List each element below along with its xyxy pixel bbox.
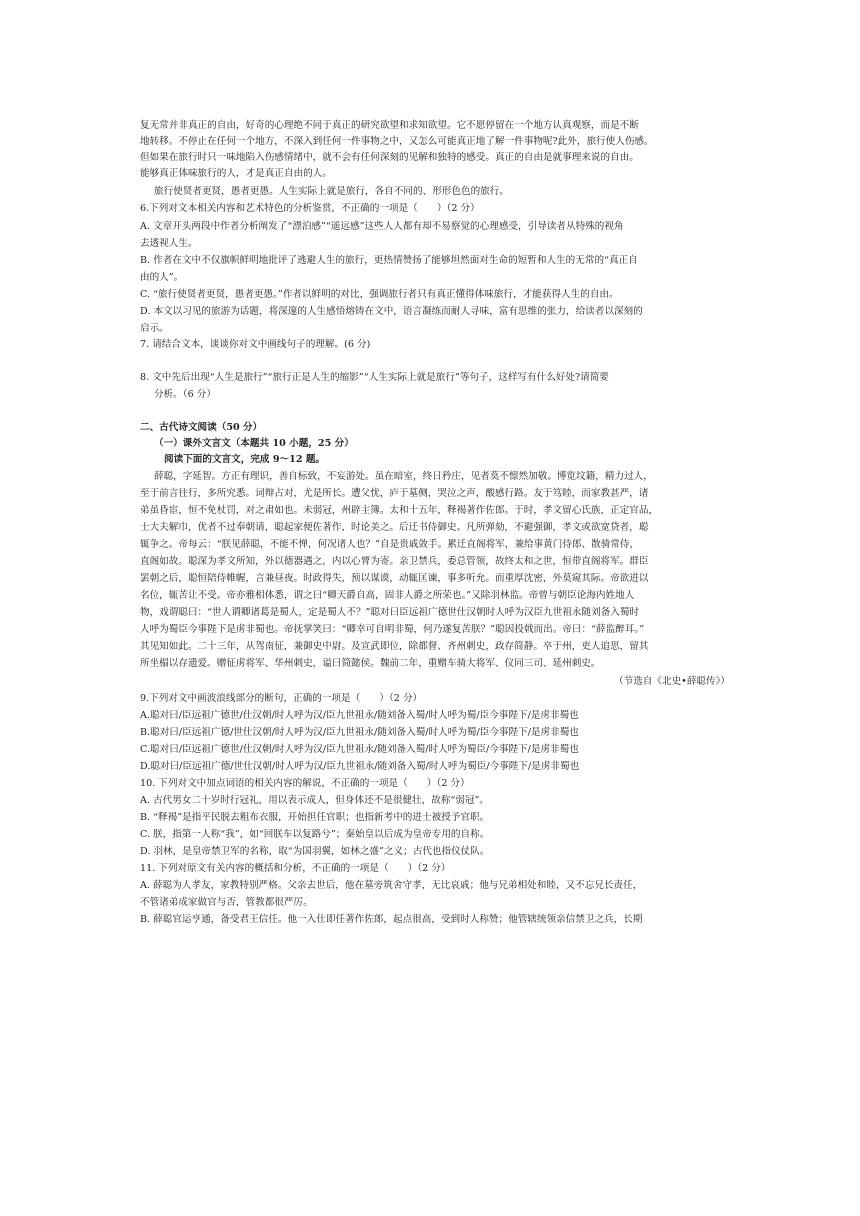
q8-stem-cont: 分析。（6 分） xyxy=(154,389,216,400)
q6-option-c: C. “旅行使贤者更贤，愚者更愚。”作者以鲜明的对比，强调旅行者只有真正懂得体味旅行，才能获得人生的自由。 xyxy=(140,289,619,300)
q6-option-a-cont: 去透视人生。 xyxy=(140,238,198,249)
passage1-line: 地转移。不停止在任何一个地方，不深入到任何一件事物之中，又怎么可能真正地了解一件事物呢?此外，旅行使人伤感。 xyxy=(140,136,654,147)
q6-option-d-cont: 启示。 xyxy=(140,323,169,334)
passage2-line: 薛聪，字延智。方正有理识，善自标致，不妄游处。虽在暗室，终日矜庄，见者莫不懔然加敬。博览坟籍，精力过人， xyxy=(154,471,653,482)
q9-option-b: B.聪对曰/臣远祖广德/世仕汉朝/时人呼为汉/臣九世祖永/随刘备入蜀/时人呼为蜀/臣今事陛下/是虏非蜀也 xyxy=(140,727,579,738)
section-instruction: 阅读下面的文言文，完成 9～12 题。 xyxy=(164,454,326,465)
passage1-line: 复无常并非真正的自由，好奇的心理绝不同于真正的研究欲望和求知欲望。它不愿停留在一个地方认真观察，而是不断 xyxy=(140,120,639,131)
q11-option-a-cont: 不管诸弟成家做官与否，管教都很严厉。 xyxy=(140,897,313,908)
passage2-line: 直阁如故。聪深为孝文所知，外以德器遇之，内以心膂为寄。亲卫禁兵，委总管领，故终太和之世，恒带直阁将军。群臣 xyxy=(140,556,649,567)
passage2-line: 至于前言往行，多所究悉。词辩占对，尤是所长。遭父忧，庐于墓侧，哭泣之声，酸感行路。友于笃睦，而家教甚严，诸 xyxy=(140,488,649,499)
q7-stem: 7. 请结合文本，谈谈你对文中画线句子的理解。(6 分) xyxy=(140,339,371,350)
q11-stem: 11. 下列对原文有关内容的概括和分析，不正确的一项是（ ）（2 分） xyxy=(140,863,451,874)
section-subtitle: （一）课外文言文（本题共 10 小题，25 分） xyxy=(154,438,354,449)
q10-stem: 10. 下列对文中加点词语的相关内容的解说，不正确的一项是（ ）（2 分） xyxy=(140,778,470,789)
q9-stem: 9.下列对文中画波浪线部分的断句，正确的一项是（ ）（2 分） xyxy=(140,693,423,704)
passage1-line: 能够真正体味旅行的人，才是真正自由的人。 xyxy=(140,168,332,179)
q6-option-b: B. 作者在文中不仅旗帜鲜明地批评了逃避人生的旅行，更热情赞扬了能够坦然面对生命的短暂和人生的无常的“真正自 xyxy=(140,255,638,266)
source-citation: （节选自《北史•薛聪传》） xyxy=(614,676,730,687)
q6-option-d: D. 本文以习见的旅游为话题，将深邃的人生感悟熔铸在文中，语言凝练而耐人寻味，富有思维的张力，给读者以深刻的 xyxy=(140,306,643,317)
passage1-line: 但如果在旅行时只一味地陷入伤感情绪中，就不会有任何深刻的见解和独特的感受。真正的自由是就事理来说的自由。 xyxy=(140,152,639,163)
passage2-line: 罢朝之后，聪恒陪侍帷幄，言兼昼夜。时政得失，预以谋谟，动辄匡谏，事多听允。而重厚沈密，外莫窥其际。帝欲进以 xyxy=(140,573,649,584)
passage2-line: 士大夫解巾，优者不过奉朝请，聪起家便佐著作，时论美之。后迁书侍御史。凡所弹劾，不避强御，孝文或欲宽贷者，聪 xyxy=(140,522,649,533)
passage2-line: 名位，辄苦让不受。帝亦雅相体悉，谓之曰“卿天爵自高，固非人爵之所荣也。”又除羽林监。帝曾与朝臣论海内姓地人 xyxy=(140,590,635,601)
q10-option-d: D. 羽林，是皇帝禁卫军的名称，取“为国羽翼，如林之盛”之义；古代也指仪仗队。 xyxy=(140,846,490,857)
q9-option-c: C.聪对曰/臣远祖广德世/仕汉朝/时人呼为汉/臣九世祖永/随刘备入蜀/时人呼为蜀臣/今事陛下/是虏非蜀也 xyxy=(140,744,579,755)
passage1-line: 旅行使贤者更贤，愚者更愚。人生实际上就是旅行，各自不同的、形形色色的旅行。 xyxy=(154,186,509,197)
q10-option-a: A. 古代男女二十岁时行冠礼，用以表示成人，但身体还不是很健壮，故称“弱冠”。 xyxy=(140,795,490,806)
q11-option-b: B. 薛聪官运亨通，备受君王信任。他一入仕即任著作佐郎，起点很高，受到时人称赞；他管辖统领亲信禁卫之兵，长期 xyxy=(140,914,643,925)
passage2-line: 弟虽昏宦，恒不免杖罚，对之肃如也。未弱冠，州辟主簿。太和十五年，释褐著作佐郎。于时，孝文留心氏族，正定官品， xyxy=(140,505,659,516)
q6-stem: 6.下列对文本相关内容和艺术特色的分析鉴赏，不正确的一项是（ ）（2 分） xyxy=(140,203,480,214)
passage2-line: 人呼为蜀臣今事陛下是虏非蜀也。帝抚掌笑曰：“卿幸可自明非蜀，何乃遂复苦朕？”聪因投戟而出。帝曰：“薛监醉耳。” xyxy=(140,624,645,635)
passage2-line: 其见知如此。二十三年，从驾南征，兼御史中尉。及宣武即位，除都督、齐州刺史，政存简静。卒于州，吏人追思，留其 xyxy=(140,641,649,652)
q10-option-b: B. “释褐”是指平民脱去粗布衣服，开始担任官职；也指新考中的进士被授予官职。 xyxy=(140,812,490,823)
q6-option-b-cont: 由的人”。 xyxy=(140,272,184,283)
q11-option-a: A. 薛聪为人孝友，家教特别严格。父亲去世后，他在墓旁筑舍守孝，无比哀戚；他与兄弟相处和睦，又不忘兄长责任， xyxy=(140,880,643,891)
q6-option-a: A. 文章开头两段中作者分析阐发了“漂泊感”“遥远感”这些人人都有却不易察觉的心理感受，引导读者从特殊的视角 xyxy=(140,221,624,232)
q9-option-d: D.聪对曰/臣远祖广德/世仕汉朝/时人呼为汉/臣九世祖永/随刘备入蜀/时人呼为蜀臣/今事陛下/是虏非蜀也 xyxy=(140,761,580,772)
section-title: 二、古代诗文阅读（50 分） xyxy=(140,422,263,433)
passage2-line: 辄争之。帝每云：“朕见薛聪，不能不惮，何况诸人也？”自是贵戚敛手。累迁直阁将军，兼给事黄门侍郎、散骑常侍， xyxy=(140,539,640,550)
passage2-line: 物，戏谓聪曰：“世人谓卿诸葛是蜀人，定是蜀人不？”聪对曰臣远祖广德世仕汉朝时人呼为汉臣九世祖永随刘备入蜀时 xyxy=(140,607,640,618)
q10-option-c: C. 朕，指第一人称“我”，如“回朕车以复路兮”；秦始皇以后成为皇帝专用的自称。 xyxy=(140,829,490,840)
q8-stem: 8. 文中先后出现“人生是旅行”“旅行正是人生的缩影”“人生实际上就是旅行”等句子，这样写有什么好处?请简要 xyxy=(140,372,609,383)
q9-option-a: A.聪对曰/臣远祖广德世/仕汉朝/时人呼为汉/臣九世祖永/随刘备入蜀/时人呼为蜀/臣今事陛下/是虏非蜀也 xyxy=(140,710,579,721)
passage2-line: 所坐榻以存遗爱。赠征虏将军、华州刺史，谥曰简懿侯。魏前二年，重赠车骑大将军、仪同三司、延州刺史。 xyxy=(140,658,601,669)
